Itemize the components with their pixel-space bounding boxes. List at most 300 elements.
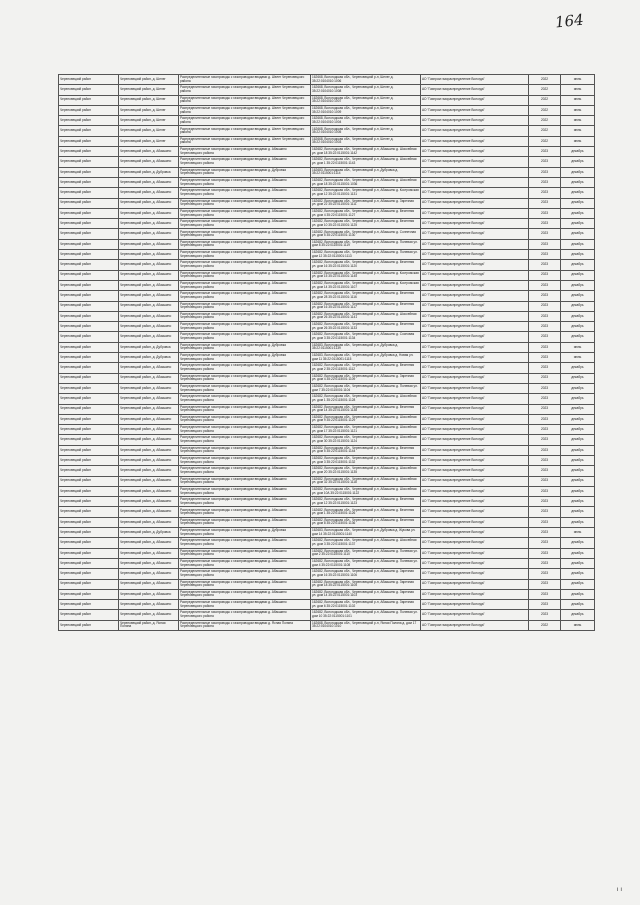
year-cell: 2022 [529, 105, 561, 115]
year-cell: 2023 [529, 445, 561, 455]
object-cell: Распределительные газопроводы с газопроводом вводами д. Абакшино Череповецкого района [179, 589, 311, 599]
year-cell: 2023 [529, 404, 561, 414]
year-cell: 2023 [529, 600, 561, 610]
company-cell: АО "Газпром газораспределение Вологда" [421, 486, 529, 496]
address-cell: 162682, Вологодская обл., Череповецкий р-н, Абакшино д. Весенняя ул. дом 14 35:22:0115001:1138 [311, 404, 421, 414]
company-cell: АО "Газпром газораспределение Вологда" [421, 517, 529, 527]
month-cell: декабрь [561, 188, 595, 198]
company-cell: АО "Газпром газораспределение Вологда" [421, 177, 529, 187]
month-cell: декабрь [561, 414, 595, 424]
district-cell: Череповецкий район [59, 301, 119, 311]
year-cell: 2023 [529, 558, 561, 568]
address-cell: 162682, Вологодская обл., Череповецкий р-н, Абакшино д. Весенняя ул. дом 12 35:22:0115001:1123 [311, 497, 421, 507]
year-cell: 2022 [529, 136, 561, 146]
address-cell: 162682, Вологодская обл., Череповецкий р-н, Абакшино д. Весенняя ул. дом 16 35:22:0115001:1117 [311, 301, 421, 311]
district-cell: Череповецкий район [59, 136, 119, 146]
company-cell: АО "Газпром газораспределение Вологда" [421, 579, 529, 589]
table-row [59, 147, 595, 157]
table-row [59, 239, 595, 249]
district-cell: Череповецкий район [59, 311, 119, 321]
address-cell: 162682, Вологодская обл., Череповецкий р-н, Абакшино д. Шоссейная ул. дом 1 35:22:0115001:1143 [311, 157, 421, 167]
address-cell: 162682, Вологодская обл., Череповецкий р-н, Абакшино д. Сосновая ул. дом 3 35:22:0115001:1134 [311, 332, 421, 342]
year-cell: 2023 [529, 188, 561, 198]
address-cell: 162682, Вологодская обл., Череповецкий р-н, Абакшино д. Весенняя ул. дом 16 35:22:0115001:1120 [311, 260, 421, 270]
table-row [59, 414, 595, 424]
month-cell: декабрь [561, 589, 595, 599]
month-cell: июнь [561, 353, 595, 363]
object-cell: Распределительные газопроводы с газопроводом вводами д. Абакшино Череповецкого района [179, 239, 311, 249]
table-row [59, 208, 595, 218]
table-row [59, 95, 595, 105]
year-cell: 2023 [529, 394, 561, 404]
district-cell: Череповецкий район [59, 85, 119, 95]
month-cell: декабрь [561, 435, 595, 445]
table-row [59, 116, 595, 126]
address-cell: 162683, Вологодская обл., Череповецкий р-н, Дубровка д. 35:22:0115001:1114 [311, 167, 421, 177]
month-cell: декабрь [561, 466, 595, 476]
subdistrict-cell: Череповецкий район, д. Шелег [119, 126, 179, 136]
month-cell: декабрь [561, 517, 595, 527]
object-cell: Распределительные газопроводы с газопроводом вводами д. Абакшино Череповецкого района [179, 558, 311, 568]
address-cell: 162682, Вологодская обл., Череповецкий р-н, Абакшино д. Шоссейная ул. дом 20 35:22:0115001:1135 [311, 466, 421, 476]
month-cell: декабрь [561, 445, 595, 455]
district-cell: Череповецкий район [59, 394, 119, 404]
month-cell: декабрь [561, 558, 595, 568]
table-row [59, 394, 595, 404]
company-cell: АО "Газпром газораспределение Вологда" [421, 270, 529, 280]
district-cell: Череповецкий район [59, 486, 119, 496]
month-cell: декабрь [561, 507, 595, 517]
table-row [59, 157, 595, 167]
table-row [59, 558, 595, 568]
company-cell: АО "Газпром газораспределение Вологда" [421, 404, 529, 414]
month-cell: декабрь [561, 394, 595, 404]
district-cell: Череповецкий район [59, 95, 119, 105]
subdistrict-cell: Череповецкий район, д. Шелег [119, 105, 179, 115]
object-cell: Распределительные газопроводы с газопроводом вводами д. Абакшино Череповецкого района [179, 394, 311, 404]
month-cell: декабрь [561, 569, 595, 579]
table-row [59, 280, 595, 290]
district-cell: Череповецкий район [59, 404, 119, 414]
address-cell: 162682, Вологодская обл., Череповецкий р-н, Абакшино д. Шоссейная ул. дом 17 35:22:0115001:1121 [311, 425, 421, 435]
company-cell: АО "Газпром газораспределение Вологда" [421, 589, 529, 599]
object-cell: Распределительные газопроводы с газопроводом вводами д. Шелег Череповецкого района [179, 116, 311, 126]
company-cell: АО "Газпром газораспределение Вологда" [421, 414, 529, 424]
address-cell: 162682, Вологодская обл., Череповецкий р-н, Абакшино д. Шоссейная ул. дом 9 35:22:0115001:1129 [311, 414, 421, 424]
address-cell: 162683, Вологодская обл., Череповецкий р-н, Дубровка д. Новая ул. дом 11 35:22:0115001:1115 [311, 353, 421, 363]
district-cell: Череповецкий район [59, 600, 119, 610]
table-row [59, 332, 595, 342]
subdistrict-cell: Череповецкий район, д. Абакшино [119, 414, 179, 424]
object-cell: Распределительные газопроводы с газопроводом вводами д. Дубровка Череповецкого района [179, 167, 311, 177]
subdistrict-cell: Череповецкий район, д. Абакшино [119, 229, 179, 239]
address-cell: 162682, Вологодская обл., Череповецкий р-н, Абакшино д. Весенняя ул. дом 4 35:22:0115001:1127 [311, 208, 421, 218]
object-cell: Распределительные газопроводы с газопроводом вводами д. Абакшино Череповецкого района [179, 548, 311, 558]
object-cell: Распределительные газопроводы с газопроводом вводами д. Абакшино Череповецкого района [179, 455, 311, 465]
district-cell: Череповецкий район [59, 589, 119, 599]
month-cell: декабрь [561, 425, 595, 435]
address-cell: 162668, Вологодская обл., Череповецкий р-н, Ясная Поляна д. дом 17 35:22:0104010:1010 [311, 620, 421, 630]
year-cell: 2023 [529, 373, 561, 383]
table-row [59, 177, 595, 187]
address-cell: 162682, Вологодская обл., Череповецкий р-н, Абакшино д. Заречная ул. дом 16 35:22:0115001:1106 [311, 569, 421, 579]
year-cell: 2023 [529, 322, 561, 332]
table-row [59, 260, 595, 270]
year-cell: 2022 [529, 126, 561, 136]
district-cell: Череповецкий район [59, 373, 119, 383]
company-cell: АО "Газпром газораспределение Вологда" [421, 373, 529, 383]
month-cell: декабрь [561, 239, 595, 249]
month-cell: декабрь [561, 260, 595, 270]
year-cell: 2023 [529, 507, 561, 517]
object-cell: Распределительные газопроводы с газопроводом вводами д. Абакшино Череповецкого района [179, 476, 311, 486]
company-cell: АО "Газпром газораспределение Вологда" [421, 610, 529, 620]
subdistrict-cell: Череповецкий район, д. Абакшино [119, 486, 179, 496]
table-row [59, 311, 595, 321]
district-cell: Череповецкий район [59, 250, 119, 260]
year-cell: 2023 [529, 548, 561, 558]
subdistrict-cell: Череповецкий район, д. Абакшино [119, 589, 179, 599]
subdistrict-cell: Череповецкий район, д. Абакшино [119, 600, 179, 610]
footer-marks: ı ı [616, 886, 622, 893]
company-cell: АО "Газпром газораспределение Вологда" [421, 157, 529, 167]
table-row [59, 538, 595, 548]
year-cell: 2023 [529, 260, 561, 270]
year-cell: 2022 [529, 116, 561, 126]
company-cell: АО "Газпром газораспределение Вологда" [421, 85, 529, 95]
object-cell: Распределительные газопроводы с газопроводом вводами д. Абакшино Череповецкого района [179, 517, 311, 527]
month-cell: декабрь [561, 383, 595, 393]
address-cell: 162668, Вологодская обл., Череповецкий р-н, Шелег д. 35:22:0104010:1004 [311, 116, 421, 126]
month-cell: декабрь [561, 147, 595, 157]
subdistrict-cell: Череповецкий район, д. Абакшино [119, 455, 179, 465]
object-cell: Распределительные газопроводы с газопроводом вводами д. Абакшино Череповецкого района [179, 486, 311, 496]
subdistrict-cell: Череповецкий район, д. Шелег [119, 136, 179, 146]
table-row [59, 291, 595, 301]
subdistrict-cell: Череповецкий район, д. Абакшино [119, 291, 179, 301]
year-cell: 2023 [529, 270, 561, 280]
table-row [59, 105, 595, 115]
table-row [59, 198, 595, 208]
month-cell: июнь [561, 95, 595, 105]
object-cell: Распределительные газопроводы с газопроводом вводами д. Абакшино Череповецкого района [179, 157, 311, 167]
company-cell: АО "Газпром газораспределение Вологда" [421, 538, 529, 548]
year-cell: 2023 [529, 579, 561, 589]
company-cell: АО "Газпром газораспределение Вологда" [421, 75, 529, 85]
object-cell: Распределительные газопроводы с газопроводом вводами д. Абакшино Череповецкого района [179, 507, 311, 517]
address-cell: 162682, Вологодская обл., Череповецкий р-н, Абакшино д. Шоссейная ул. дом 1 35:22:0115001:1128 [311, 394, 421, 404]
object-cell: Распределительные газопроводы с газопроводом вводами д. Абакшино Череповецкого района [179, 250, 311, 260]
table-row [59, 435, 595, 445]
object-cell: Распределительные газопроводы с газопроводом вводами д. Дубровка Череповецкого района [179, 528, 311, 538]
object-cell: Распределительные газопроводы с газопроводом вводами д. Абакшино Череповецкого района [179, 188, 311, 198]
subdistrict-cell: Череповецкий район, д. Абакшино [119, 301, 179, 311]
page-number: 164 [554, 10, 585, 32]
month-cell: декабрь [561, 177, 595, 187]
subdistrict-cell: Череповецкий район, д. Абакшино [119, 239, 179, 249]
table-row [59, 507, 595, 517]
subdistrict-cell: Череповецкий район, д. Абакшино [119, 198, 179, 208]
year-cell: 2023 [529, 497, 561, 507]
district-cell: Череповецкий район [59, 116, 119, 126]
subdistrict-cell: Череповецкий район, д. Абакшино [119, 558, 179, 568]
district-cell: Череповецкий район [59, 497, 119, 507]
month-cell: декабрь [561, 538, 595, 548]
table-row [59, 569, 595, 579]
subdistrict-cell: Череповецкий район, д. Абакшино [119, 332, 179, 342]
address-cell: 162682, Вологодская обл., Череповецкий р-н, Абакшино д. Весенняя ул. дом 5 35:22:0115001:1144 [311, 445, 421, 455]
year-cell: 2022 [529, 620, 561, 630]
month-cell: декабрь [561, 311, 595, 321]
year-cell: 2022 [529, 95, 561, 105]
district-cell: Череповецкий район [59, 239, 119, 249]
company-cell: АО "Газпром газораспределение Вологда" [421, 383, 529, 393]
month-cell: декабрь [561, 600, 595, 610]
company-cell: АО "Газпром газораспределение Вологда" [421, 363, 529, 373]
address-cell: 162682, Вологодская обл., Череповецкий р-н, Абакшино д. Заречная ул. дом 22 35:22:0115001:1111 [311, 198, 421, 208]
company-cell: АО "Газпром газораспределение Вологда" [421, 558, 529, 568]
object-cell: Распределительные газопроводы с газопроводом вводами д. Абакшино Череповецкого района [179, 579, 311, 589]
year-cell: 2023 [529, 167, 561, 177]
company-cell: АО "Газпром газораспределение Вологда" [421, 260, 529, 270]
object-cell: Распределительные газопроводы с газопроводом вводами д. Абакшино Череповецкого района [179, 322, 311, 332]
district-cell: Череповецкий район [59, 466, 119, 476]
table-row [59, 425, 595, 435]
table-row [59, 610, 595, 620]
table-row [59, 466, 595, 476]
month-cell: декабрь [561, 250, 595, 260]
month-cell: декабрь [561, 363, 595, 373]
district-cell: Череповецкий район [59, 198, 119, 208]
company-cell: АО "Газпром газораспределение Вологда" [421, 198, 529, 208]
year-cell: 2023 [529, 250, 561, 260]
subdistrict-cell: Череповецкий район, д. Абакшино [119, 270, 179, 280]
address-cell: 162682, Вологодская обл., Череповецкий р-н, Абакшино д. Шоссейная ул. дом 10А 35:22:0115001:1122 [311, 486, 421, 496]
district-cell: Череповецкий район [59, 147, 119, 157]
month-cell: июнь [561, 126, 595, 136]
year-cell: 2023 [529, 157, 561, 167]
subdistrict-cell: Череповецкий район, д. Абакшино [119, 517, 179, 527]
company-cell: АО "Газпром газораспределение Вологда" [421, 105, 529, 115]
district-cell: Череповецкий район [59, 322, 119, 332]
year-cell: 2023 [529, 177, 561, 187]
district-cell: Череповецкий район [59, 528, 119, 538]
company-cell: АО "Газпром газораспределение Вологда" [421, 466, 529, 476]
address-cell: 162682, Вологодская обл., Череповецкий р-н, Абакшино д. Шоссейная ул. дом 32 35:22:0115001:1118 [311, 476, 421, 486]
company-cell: АО "Газпром газораспределение Вологда" [421, 188, 529, 198]
address-cell: 162682, Вологодская обл., Череповецкий р-н, Абакшино д. Костромская ул. дом 15 35:22:0115001:1145 [311, 270, 421, 280]
company-cell: АО "Газпром газораспределение Вологда" [421, 425, 529, 435]
year-cell: 2023 [529, 311, 561, 321]
object-cell: Распределительные газопроводы с газопроводом вводами д. Абакшино Череповецкого района [179, 497, 311, 507]
year-cell: 2023 [529, 291, 561, 301]
address-cell: 162682, Вологодская обл., Череповецкий р-н, Абакшино д. Весенняя ул. дом 26 35:22:0115001:1133 [311, 322, 421, 332]
table-row [59, 517, 595, 527]
district-cell: Череповецкий район [59, 188, 119, 198]
table-row [59, 383, 595, 393]
district-cell: Череповецкий район [59, 229, 119, 239]
address-cell: 162682, Вологодская обл., Череповецкий р-н, Абакшино д. Полевая ул. дом 8 35:22:0115001:1119 [311, 239, 421, 249]
month-cell: декабрь [561, 291, 595, 301]
company-cell: АО "Газпром газораспределение Вологда" [421, 600, 529, 610]
table-row [59, 455, 595, 465]
company-cell: АО "Газпром газораспределение Вологда" [421, 167, 529, 177]
address-cell: 162682, Вологодская обл., Череповецкий р-н, Абакшино д. Весенняя ул. дом 1 35:22:0115001:1126 [311, 507, 421, 517]
address-cell: 162682, Вологодская обл., Череповецкий р-н, Абакшино д. Весенняя ул. дом 3 35:22:0115001:1132 [311, 455, 421, 465]
company-cell: АО "Газпром газораспределение Вологда" [421, 528, 529, 538]
address-cell: 162668, Вологодская обл., Череповецкий р-н, Шелег д. 35:22:0104010:1003 [311, 136, 421, 146]
address-cell: 162682, Вологодская обл., Череповецкий р-н, Абакшино д. Весенняя ул. дом 8 35:22:0115001:1136 [311, 517, 421, 527]
subdistrict-cell: Череповецкий район, д. Абакшино [119, 208, 179, 218]
company-cell: АО "Газпром газораспределение Вологда" [421, 250, 529, 260]
year-cell: 2023 [529, 332, 561, 342]
table-row [59, 404, 595, 414]
company-cell: АО "Газпром газораспределение Вологда" [421, 208, 529, 218]
object-cell: Распределительные газопроводы с газопроводом вводами д. Абакшино Череповецкого района [179, 332, 311, 342]
object-cell: Распределительные газопроводы с газопроводом вводами д. Абакшино Череповецкого района [179, 404, 311, 414]
district-cell: Череповецкий район [59, 579, 119, 589]
table-row [59, 85, 595, 95]
subdistrict-cell: Череповецкий район, д. Абакшино [119, 157, 179, 167]
year-cell: 2023 [529, 569, 561, 579]
district-cell: Череповецкий район [59, 167, 119, 177]
address-cell: 162682, Вологодская обл., Череповецкий р-н, Абакшино д. Весенняя ул. дом 2 35:22:0115001:1112 [311, 363, 421, 373]
address-cell: 162682, Вологодская обл., Череповецкий р-н, Абакшино д. Шоссейная ул. дом 26 35:22:0115001:1141 [311, 311, 421, 321]
address-cell: 162668, Вологодская обл., Череповецкий р-н, Шелег д. 35:22:0104010:1006 [311, 75, 421, 85]
month-cell: июнь [561, 136, 595, 146]
document-table [58, 74, 595, 631]
company-cell: АО "Газпром газораспределение Вологда" [421, 301, 529, 311]
object-cell: Распределительные газопроводы с газопроводом вводами д. Абакшино Череповецкого района [179, 569, 311, 579]
address-cell: 162682, Вологодская обл., Череповецкий р-н, Абакшино д. Полевая ул. дом 12 35:22:0115001:1113 [311, 250, 421, 260]
year-cell: 2023 [529, 198, 561, 208]
district-cell: Череповецкий район [59, 105, 119, 115]
table-row [59, 75, 595, 85]
subdistrict-cell: Череповецкий район, д. Шелег [119, 75, 179, 85]
district-cell: Череповецкий район [59, 414, 119, 424]
month-cell: декабрь [561, 167, 595, 177]
district-cell: Череповецкий район [59, 75, 119, 85]
object-cell: Распределительные газопроводы с газопроводом вводами д. Абакшино Череповецкого района [179, 600, 311, 610]
subdistrict-cell: Череповецкий район, д. Шелег [119, 95, 179, 105]
district-cell: Череповецкий район [59, 620, 119, 630]
object-cell: Распределительные газопроводы с газопроводом вводами д. Абакшино Череповецкого района [179, 147, 311, 157]
subdistrict-cell: Череповецкий район, д. Абакшино [119, 383, 179, 393]
subdistrict-cell: Череповецкий район, д. Абакшино [119, 394, 179, 404]
company-cell: АО "Газпром газораспределение Вологда" [421, 126, 529, 136]
address-cell: 162668, Вологодская обл., Череповецкий р-н, Шелег д. 35:22:0104010:1005 [311, 126, 421, 136]
company-cell: АО "Газпром газораспределение Вологда" [421, 569, 529, 579]
table-row [59, 373, 595, 383]
subdistrict-cell: Череповецкий район, д. Абакшино [119, 280, 179, 290]
object-cell: Распределительные газопроводы с газопроводом вводами д. Шелег Череповецкого района [179, 105, 311, 115]
district-cell: Череповецкий район [59, 569, 119, 579]
object-cell: Распределительные газопроводы с газопроводом вводами д. Абакшино Череповецкого района [179, 198, 311, 208]
company-cell: АО "Газпром газораспределение Вологда" [421, 476, 529, 486]
object-cell: Распределительные газопроводы с газопроводом вводами д. Абакшино Череповецкого района [179, 373, 311, 383]
district-cell: Череповецкий район [59, 363, 119, 373]
month-cell: декабрь [561, 486, 595, 496]
subdistrict-cell: Череповецкий район, д. Абакшино [119, 425, 179, 435]
year-cell: 2023 [529, 435, 561, 445]
object-cell: Распределительные газопроводы с газопроводом вводами д. Абакшино Череповецкого района [179, 383, 311, 393]
subdistrict-cell: Череповецкий район, д. Абакшино [119, 579, 179, 589]
district-cell: Череповецкий район [59, 610, 119, 620]
district-cell: Череповецкий район [59, 260, 119, 270]
subdistrict-cell: Череповецкий район, д. Абакшино [119, 497, 179, 507]
district-cell: Череповецкий район [59, 517, 119, 527]
table-row [59, 620, 595, 630]
subdistrict-cell: Череповецкий район, д. Абакшино [119, 466, 179, 476]
subdistrict-cell: Череповецкий район, д. Абакшино [119, 445, 179, 455]
month-cell: декабрь [561, 270, 595, 280]
subdistrict-cell: Череповецкий район, д. Абакшино [119, 260, 179, 270]
year-cell: 2023 [529, 466, 561, 476]
table-row [59, 363, 595, 373]
month-cell: июнь [561, 620, 595, 630]
object-cell: Распределительные газопроводы с газопроводом вводами д. Абакшино Череповецкого района [179, 466, 311, 476]
district-cell: Череповецкий район [59, 538, 119, 548]
month-cell: декабрь [561, 280, 595, 290]
year-cell: 2023 [529, 476, 561, 486]
table-row [59, 528, 595, 538]
month-cell: декабрь [561, 476, 595, 486]
subdistrict-cell: Череповецкий район, д. Абакшино [119, 219, 179, 229]
month-cell: декабрь [561, 548, 595, 558]
company-cell: АО "Газпром газораспределение Вологда" [421, 116, 529, 126]
district-cell: Череповецкий район [59, 548, 119, 558]
district-cell: Череповецкий район [59, 126, 119, 136]
address-cell: 162682, Вологодская обл., Череповецкий р-н, Абакшино д. Полевая ул. дом 4 35:22:0115001:1108 [311, 558, 421, 568]
company-cell: АО "Газпром газораспределение Вологда" [421, 239, 529, 249]
year-cell: 2023 [529, 147, 561, 157]
object-cell: Распределительные газопроводы с газопроводом вводами д. Абакшино Череповецкого района [179, 270, 311, 280]
address-cell: 162682, Вологодская обл., Череповецкий р-н, Абакшино д. Костромская ул. дом 14 35:22:0115001:1107 [311, 280, 421, 290]
month-cell: декабрь [561, 579, 595, 589]
year-cell: 2023 [529, 425, 561, 435]
subdistrict-cell: Череповецкий район, д. Дубровка [119, 528, 179, 538]
company-cell: АО "Газпром газораспределение Вологда" [421, 445, 529, 455]
object-cell: Распределительные газопроводы с газопроводом вводами д. Шелег Череповецкого района [179, 126, 311, 136]
company-cell: АО "Газпром газораспределение Вологда" [421, 147, 529, 157]
address-cell: 162682, Вологодская обл., Череповецкий р-н, Абакшино д. Заречная ул. дом 6 35:22:0115001:1102 [311, 600, 421, 610]
address-cell: 162682, Вологодская обл., Череповецкий р-н, Абакшино д. Шоссейная ул. дом 30 35:22:0115001:1124 [311, 435, 421, 445]
object-cell: Распределительные газопроводы с газопроводом вводами д. Шелег Череповецкого района [179, 136, 311, 146]
company-cell: АО "Газпром газораспределение Вологда" [421, 280, 529, 290]
address-cell: 162668, Вологодская обл., Череповецкий р-н, Шелег д. 35:22:0104010:1008 [311, 85, 421, 95]
company-cell: АО "Газпром газораспределение Вологда" [421, 229, 529, 239]
subdistrict-cell: Череповецкий район, д. Ясная Поляна [119, 620, 179, 630]
address-cell: 162668, Вологодская обл., Череповецкий р-н, Шелег д. 35:22:0104010:1009 [311, 105, 421, 115]
table-row [59, 301, 595, 311]
year-cell: 2023 [529, 517, 561, 527]
district-cell: Череповецкий район [59, 425, 119, 435]
district-cell: Череповецкий район [59, 332, 119, 342]
company-cell: АО "Газпром газораспределение Вологда" [421, 332, 529, 342]
company-cell: АО "Газпром газораспределение Вологда" [421, 455, 529, 465]
year-cell: 2023 [529, 486, 561, 496]
address-cell: 162682, Вологодская обл., Череповецкий р-н, Абакшино д. Заречная ул. дом 14 35:22:0115001:1103 [311, 589, 421, 599]
year-cell: 2022 [529, 75, 561, 85]
district-cell: Череповецкий район [59, 157, 119, 167]
address-cell: 162682, Вологодская обл., Череповецкий р-н, Абакшино д. Шоссейная ул. дом 18 35:22:0115001:1036 [311, 177, 421, 187]
subdistrict-cell: Череповецкий район, д. Абакшино [119, 548, 179, 558]
subdistrict-cell: Череповецкий район, д. Абакшино [119, 177, 179, 187]
year-cell: 2023 [529, 280, 561, 290]
year-cell: 2023 [529, 239, 561, 249]
month-cell: декабрь [561, 404, 595, 414]
company-cell: АО "Газпром газораспределение Вологда" [421, 322, 529, 332]
